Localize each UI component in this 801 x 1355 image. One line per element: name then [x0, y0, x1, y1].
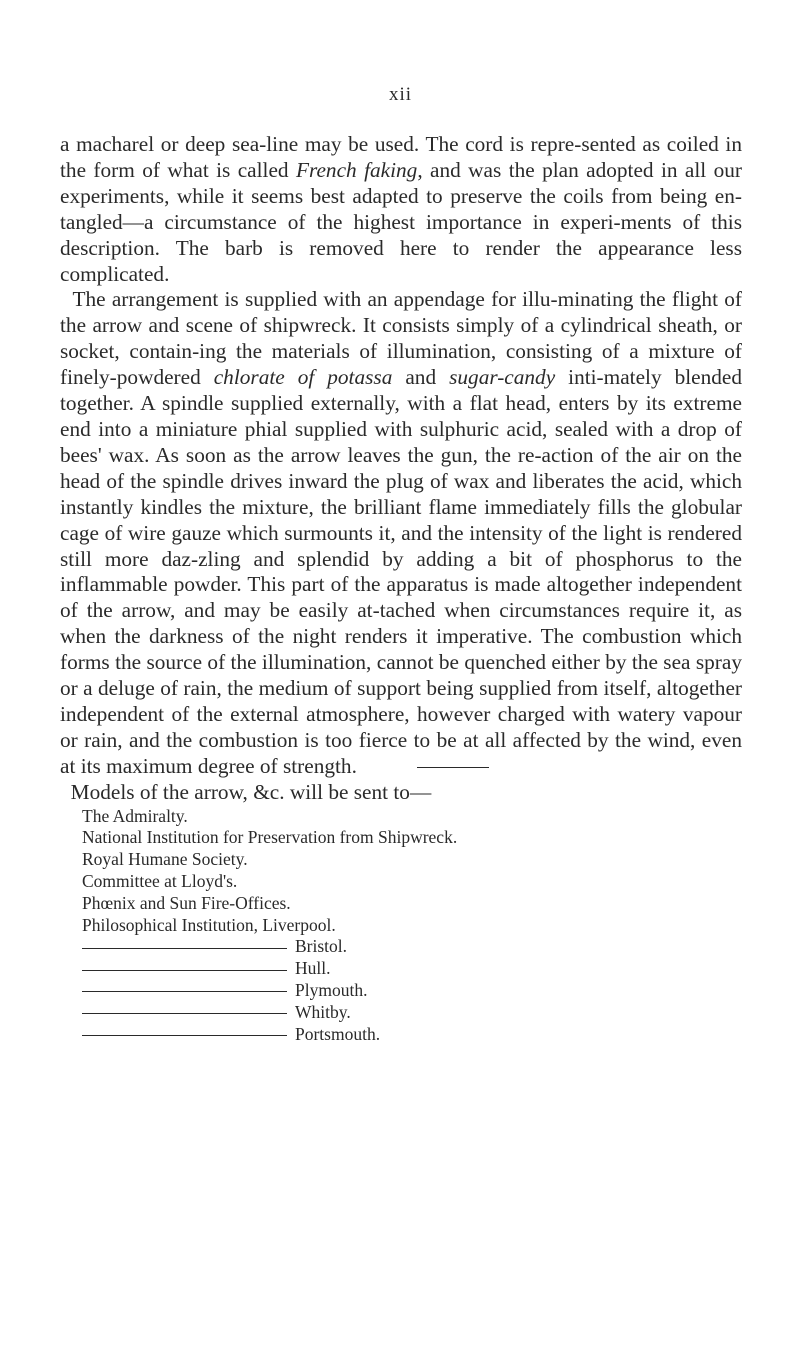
models-heading: [60, 780, 742, 806]
recipient-item: Committee at Lloyd's.: [82, 870, 238, 891]
recipient-item: National Institution for Preservation from Shipwreck.: [82, 827, 458, 848]
ditto-rule: [82, 991, 287, 992]
paragraph-cord-text-2: , and was the plan adopted in all our experiments, while it seems best adapted to preserve the coils from being en-tangled—a circumstance of the highest importance in experi-ments of this description. The barb is removed here to render the appearance less complicated.: [60, 157, 742, 286]
paragraph-illumination-italic-1: chlorate of potassa: [213, 365, 393, 390]
paragraph-illumination-text-1: The arrangement is supplied with an appendage for illu-minating the flight of the arrow and scene of shipwreck. It consists simply of a cylindrical sheath, or socket, contain-ing the materials of illumination, consisting of a mixture of finely-powdered: [60, 287, 742, 390]
recipient-city: Plymouth.: [295, 979, 368, 1000]
recipient-item: The Admiralty.: [82, 805, 188, 826]
paragraph-cord-text-1: a macharel or deep sea-line may be used. The cord is repre-sented as coiled in the form of what is called: [60, 132, 742, 182]
recipient-city: Hull.: [295, 958, 331, 979]
paragraph-illumination: [60, 287, 742, 779]
paragraph-cord-italic-1: French faking: [295, 157, 418, 182]
paragraph-illumination-italic-2: sugar-candy: [449, 365, 556, 390]
recipient-list: [60, 806, 742, 1046]
ditto-rule: [82, 1035, 287, 1036]
ditto-rule: [82, 970, 287, 971]
recipient-item-dashed: [60, 980, 742, 1002]
ditto-rule: [82, 948, 287, 949]
ditto-rule: [82, 1013, 287, 1014]
recipient-city: Whitby.: [295, 1001, 351, 1022]
recipient-item: Royal Humane Society.: [82, 849, 248, 870]
paragraph-illumination-text-3: inti-mately blended together. A spindle supplied externally, with a flat head, enters by its extreme end into a miniature phial supplied with sulphuric acid, sealed with a drop of bees' wax. As soon as the arrow leaves the gun, the re-action of the air on the head of the spindle drives inward the plug of wax and liberates the acid, which instantly kindles the mixture, the brilliant flame immediately fills the globular cage of wire gauze which surmounts it, and the intensity of the light is rendered still more daz-zling and splendid by adding a bit of phosphorus to the inflammable powder. This part of the apparatus is made altogether independent of the arrow, and may be easily at-tached when circumstances require it, as when the darkness of the night renders it imperative. The combustion which forms the source of the illumination, cannot be quenched either by the sea spray or a deluge of rain, the medium of support being supplied from itself, altogether independent of the external atmosphere, however charged with watery vapour or rain, and the combustion is too fierce to be at all affected by the wind, even at its maximum degree of strength.: [60, 365, 743, 778]
recipient-item-dashed: [60, 936, 742, 958]
body-text: [60, 132, 742, 1045]
paragraph-illumination-text-2: and: [392, 365, 450, 390]
recipient-item-dashed: [60, 1024, 742, 1046]
recipient-item: Philosophical Institution, Liverpool.: [82, 914, 336, 935]
recipient-item-dashed: [60, 958, 742, 980]
recipient-item-dashed: [60, 1002, 742, 1024]
recipient-city: Bristol.: [295, 936, 348, 957]
section-divider-rule: [417, 767, 489, 768]
page-number: xii: [388, 84, 413, 105]
models-heading-text: Models of the arrow, &c. will be sent to—: [70, 779, 432, 804]
recipient-item: Phœnix and Sun Fire-Offices.: [82, 892, 291, 913]
recipient-city: Portsmouth.: [295, 1023, 381, 1044]
paragraph-cord: [60, 132, 742, 287]
